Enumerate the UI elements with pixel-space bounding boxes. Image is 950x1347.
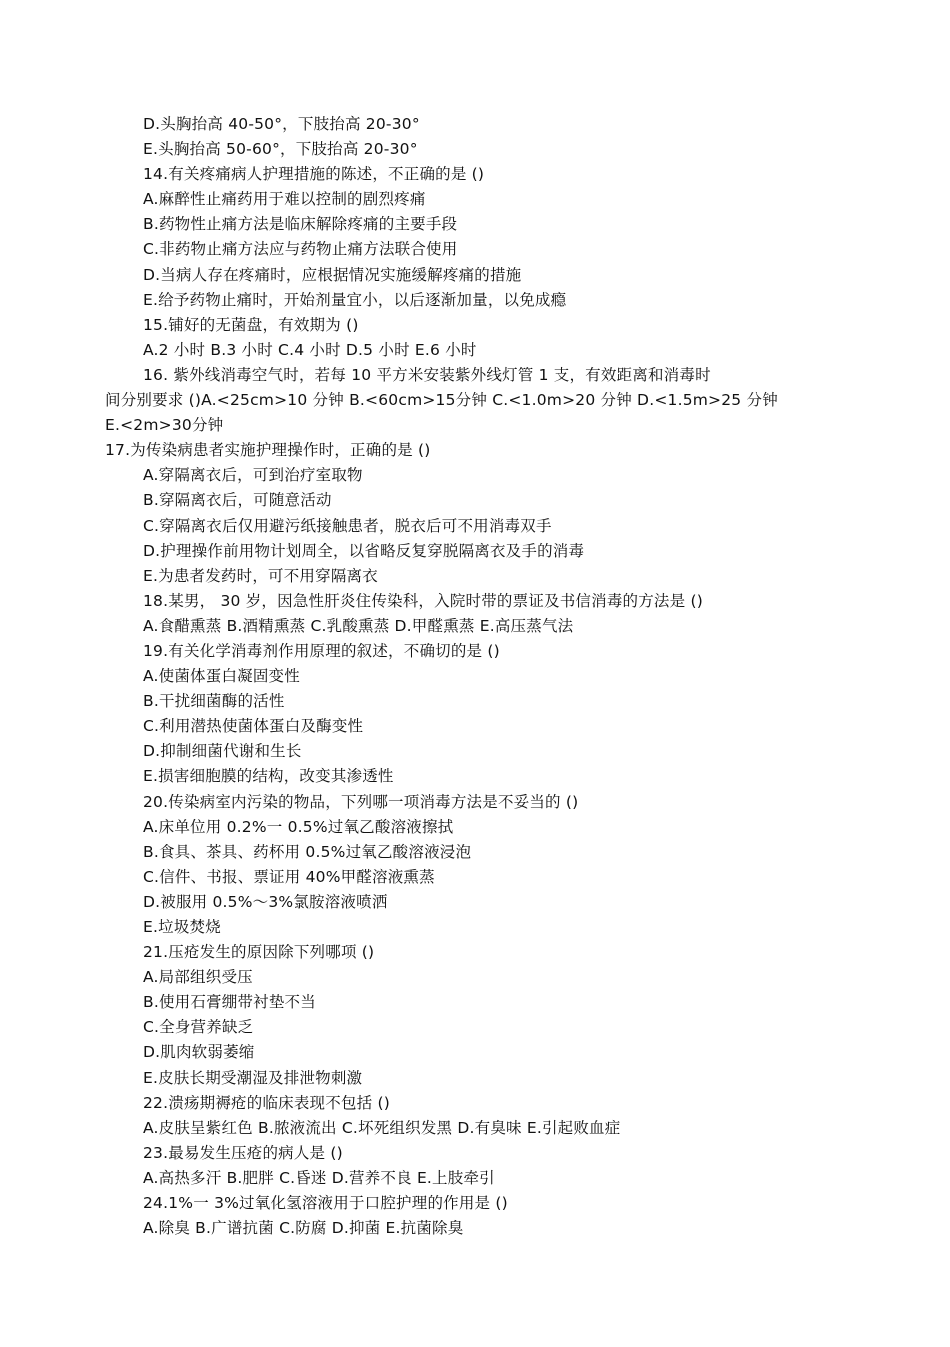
text-line: A.局部组织受压 [143,968,253,987]
text-line: C.非药物止痛方法应与药物止痛方法联合使用 [143,240,458,259]
text-line: A.除臭 B.广谱抗菌 C.防腐 D.抑菌 E.抗菌除臭 [143,1219,464,1238]
text-line: C.信件、书报、票证用 40%甲醛溶液熏蒸 [143,867,435,886]
text-line: C.全身营养缺乏 [143,1018,254,1037]
text-line: E.损害细胞膜的结构，改变其渗透性 [143,767,394,786]
text-line: B.穿隔离衣后，可随意活动 [143,491,332,510]
text-line: 14.有关疼痛病人护理措施的陈述，不正确的是 () [143,165,485,184]
text-line: 间分别要求 ()A.<25cm>10 分钟 B.<60cm>15分钟 C.<1.0m>20 分钟 D.<1.5m>25 分钟 [105,391,778,410]
text-line: A.2 小时 B.3 小时 C.4 小时 D.5 小时 E.6 小时 [143,340,477,359]
text-line: A.高热多汗 B.肥胖 C.昏迷 D.营养不良 E.上肢牵引 [143,1168,495,1187]
text-line: B.干扰细菌酶的活性 [143,692,285,711]
text-line: D.头胸抬高 40-50°，下肢抬高 20-30° [143,115,420,133]
text-line: 20.传染病室内污染的物品，下列哪一项消毒方法是不妥当的 () [143,792,579,811]
text-line: A.麻醉性止痛药用于难以控制的剧烈疼痛 [143,190,426,209]
text-line: D.护理操作前用物计划周全，以省略反复穿脱隔离衣及手的消毒 [143,541,585,560]
text-line: C.穿隔离衣后仅用避污纸接触患者，脱衣后可不用消毒双手 [143,516,552,535]
text-line: E.头胸抬高 50-60°，下肢抬高 20-30° [143,140,418,159]
text-line: 19.有关化学消毒剂作用原理的叙述，不确切的是 () [143,641,500,660]
text-line: D.被服用 0.5%～3%氯胺溶液喷洒 [143,892,388,911]
text-line: 18.某男， 30 岁，因急性肝炎住传染科，入院时带的票证及书信消毒的方法是 () [143,591,703,610]
text-line: E.给予药物止痛时，开始剂量宜小，以后逐渐加量，以免成瘾 [143,290,567,309]
text-line: E.<2m>30分钟 [105,416,224,435]
document-page [0,112,950,1241]
text-line: D.当病人存在疼痛时，应根据情况实施缓解疼痛的措施 [143,265,522,284]
text-line: D.抑制细菌代谢和生长 [143,742,302,761]
text-line: 22.溃疡期褥疮的临床表现不包括 () [143,1093,390,1112]
text-line: D.肌肉软弱萎缩 [143,1043,255,1062]
text-line: A.床单位用 0.2%一 0.5%过氧乙酸溶液擦拭 [143,817,454,836]
text-line: B.使用石膏绷带衬垫不当 [143,993,316,1012]
text-line: A.穿隔离衣后，可到治疗室取物 [143,466,363,485]
text-line: A.食醋熏蒸 B.酒精熏蒸 C.乳酸熏蒸 D.甲醛熏蒸 E.高压蒸气法 [143,616,574,635]
text-line: A.皮肤呈紫红色 B.脓液流出 C.坏死组织发黑 D.有臭味 E.引起败血症 [143,1118,621,1137]
text-line: 15.铺好的无菌盘，有效期为 () [143,315,359,334]
text-line: 24.1%一 3%过氧化氢溶液用于口腔护理的作用是 () [143,1194,508,1213]
text-line: 17.为传染病患者实施护理操作时，正确的是 () [105,441,431,460]
text-line: E.皮肤长期受潮湿及排泄物刺激 [143,1068,363,1087]
text-line: B.食具、茶具、药杯用 0.5%过氧乙酸溶液浸泡 [143,842,472,861]
text-line: 23.最易发生压疮的病人是 () [143,1143,343,1162]
text-line: A.使菌体蛋白凝固变性 [143,667,300,686]
text-line: E.为患者发药时，可不用穿隔离衣 [143,566,378,585]
text-line: 21.压疮发生的原因除下列哪项 () [143,943,375,962]
text-line: B.药物性止痛方法是临床解除疼痛的主要手段 [143,215,458,234]
text-line: E.垃圾焚烧 [143,918,221,936]
text-line: 16. 紫外线消毒空气时，若每 10 平方米安装紫外线灯管 1 支，有效距离和消毒时 [143,365,711,384]
text-line: C.利用潜热使菌体蛋白及酶变性 [143,717,364,736]
